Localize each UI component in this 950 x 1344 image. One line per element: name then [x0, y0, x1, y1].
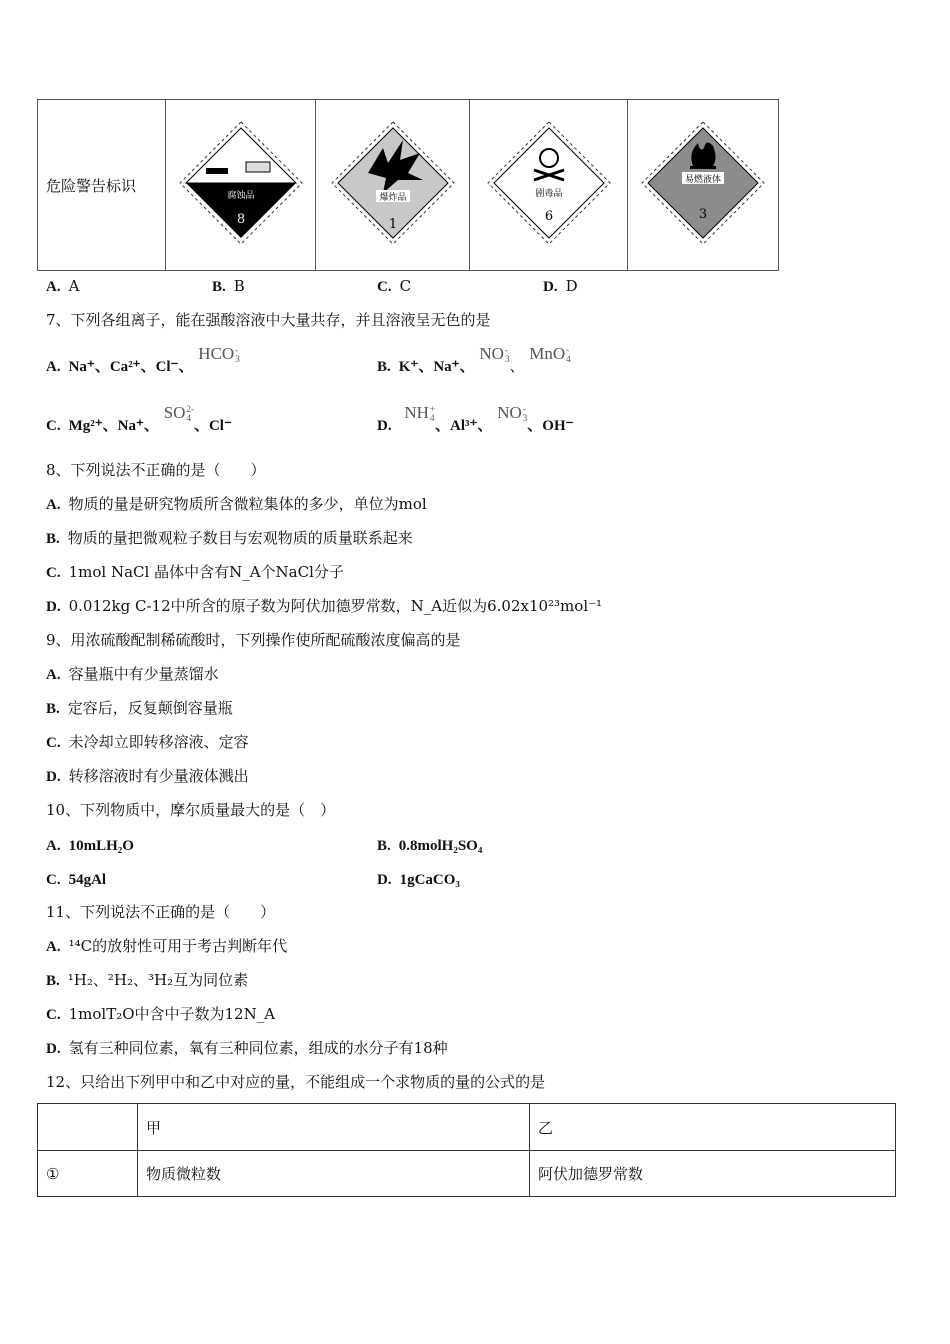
- q9-option-c[interactable]: C. 未冷却立即转移溶液、定容: [46, 733, 249, 751]
- sign-toxic: [470, 100, 628, 271]
- q12-table: [37, 1103, 896, 1197]
- q11-option-c[interactable]: C. 1molT₂O中含中子数为12N_A: [46, 1005, 276, 1023]
- sign-text: 腐蚀品: [226, 191, 255, 201]
- q9-option-a[interactable]: A. 容量瓶中有少量蒸馏水: [46, 665, 219, 683]
- sign-class: 6: [544, 209, 553, 224]
- option-c[interactable]: C. C: [377, 277, 412, 295]
- q7-option-b[interactable]: B. K⁺、Na⁺、 NO - 3 、 MnO - 4: [377, 344, 571, 375]
- q9-stem: 9、用浓硫酸配制稀硫酸时，下列操作使所配硫酸浓度偏高的是: [46, 631, 461, 649]
- sign-class: 8: [236, 212, 245, 227]
- option-b[interactable]: B. B: [212, 277, 245, 295]
- option-a[interactable]: A. A: [46, 277, 80, 295]
- q9-option-d[interactable]: D. 转移溶液时有少量液体溅出: [46, 767, 249, 785]
- q10-option-b[interactable]: B. 0.8molH₂SO₄: [377, 838, 483, 854]
- table-header-row: [38, 1104, 896, 1151]
- q11-option-d[interactable]: D. 氢有三种同位素，氧有三种同位素，组成的水分子有18种: [46, 1039, 448, 1057]
- q11-option-b[interactable]: B. ¹H₂、²H₂、³H₂互为同位素: [46, 971, 249, 989]
- sign-class: 3: [698, 207, 708, 222]
- q8-option-b[interactable]: B. 物质的量把微观粒子数目与宏观物质的质量联系起来: [46, 529, 413, 547]
- option-d[interactable]: D. D: [543, 277, 578, 295]
- q12-stem: 12、只给出下列甲中和乙中对应的量，不能组成一个求物质的量的公式的是: [46, 1073, 546, 1091]
- q11-stem: 11、下列说法不正确的是（ ）: [46, 903, 276, 921]
- sign-text: 剧毒品: [534, 189, 563, 199]
- q10-option-a[interactable]: A. 10mLH₂O: [46, 838, 134, 854]
- q10-stem: 10、下列物质中，摩尔质量最大的是（ ）: [46, 801, 336, 819]
- sign-corrosive: [166, 100, 316, 271]
- table-cell: 物质微粒数: [138, 1151, 530, 1197]
- sign-text: 易燃液体: [684, 175, 722, 185]
- row-label: 危险警告标识: [38, 100, 166, 271]
- sign-flammable-liquid: [628, 100, 779, 271]
- hazard-sign-table: [37, 99, 779, 271]
- q9-option-b[interactable]: B. 定容后，反复颠倒容量瓶: [46, 699, 233, 717]
- sign-text: 爆炸品: [378, 193, 407, 203]
- q8-option-d[interactable]: D. 0.012kg C-12中所含的原子数为阿伏加德罗常数，N_A近似为6.02x10²³mol⁻¹: [46, 597, 603, 615]
- header-cell: 甲: [138, 1104, 530, 1151]
- q8-stem: 8、下列说法不正确的是（ ）: [46, 461, 266, 479]
- q10-option-c[interactable]: C. 54gAl: [46, 872, 107, 888]
- sign-explosive: [316, 100, 470, 271]
- q7-option-d[interactable]: D. NH + 4 、Al³⁺、 NO - 3 、OH⁻: [377, 403, 574, 434]
- q7-option-c[interactable]: C. Mg²⁺、Na⁺、 SO 2- 4 、Cl⁻: [46, 403, 232, 434]
- q8-option-a[interactable]: A. 物质的量是研究物质所含微粒集体的多少，单位为mol: [46, 495, 427, 513]
- table-cell: 阿伏加德罗常数: [530, 1151, 896, 1197]
- q7-option-a[interactable]: A. Na⁺、Ca²⁺、Cl⁻、 HCO - 3: [46, 344, 240, 375]
- q8-option-c[interactable]: C. 1mol NaCl 晶体中含有N_A个NaCl分子: [46, 563, 344, 581]
- sign-class: 1: [388, 217, 397, 232]
- q10-option-d[interactable]: D. 1gCaCO₃: [377, 872, 460, 888]
- header-cell: [38, 1104, 138, 1151]
- table-cell: ①: [38, 1151, 138, 1197]
- q11-option-a[interactable]: A. ¹⁴C的放射性可用于考古判断年代: [46, 937, 288, 955]
- header-cell: 乙: [530, 1104, 896, 1151]
- q7-stem: 7、下列各组离子，能在强酸溶液中大量共存，并且溶液呈无色的是: [46, 311, 491, 329]
- table-row: [38, 1151, 896, 1197]
